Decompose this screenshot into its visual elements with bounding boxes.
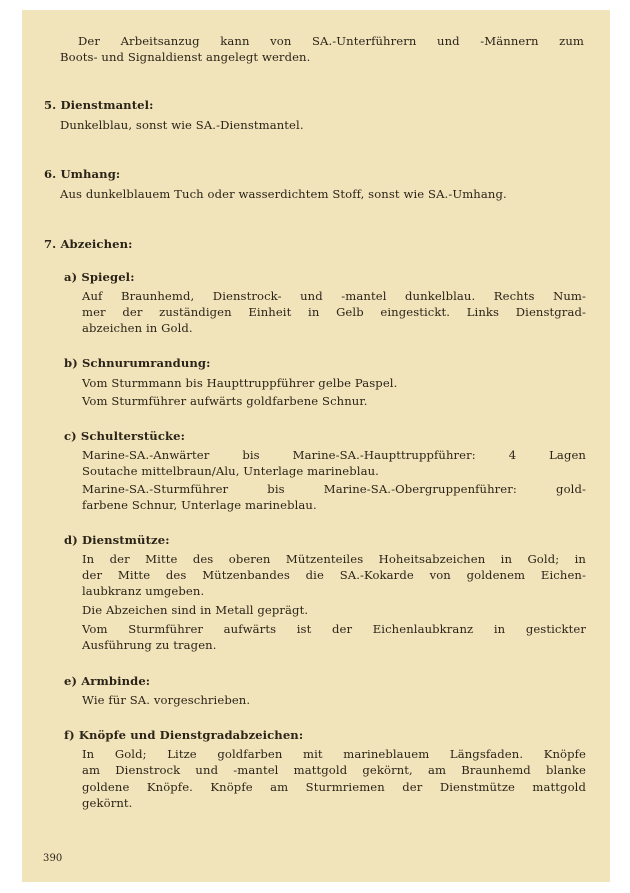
item-c-line-2: Soutache mittelbraun/Alu, Unterlage marineblau. <box>82 464 379 478</box>
item-b-line-1: Vom Sturmmann bis Haupttruppführer gelbe Paspel. <box>82 376 398 390</box>
section-7-heading <box>44 237 133 251</box>
item-d-line-5: Vom Sturmführer aufwärts ist der Eichenlaubkranz in gestickter <box>82 622 586 636</box>
document-page <box>22 10 610 882</box>
item-f-heading <box>64 728 303 742</box>
item-e-title: Armbinde: <box>81 674 151 688</box>
page-number: 390 <box>43 853 63 864</box>
item-f-line-1: In Gold; Litze goldfarben mit marineblauem Längsfaden. Knöpfe <box>82 747 586 761</box>
item-c-title: Schulterstücke: <box>80 429 185 443</box>
item-f-title: Knöpfe und Dienstgradabzeichen: <box>78 728 304 742</box>
item-b-line-2: Vom Sturmführer aufwärts goldfarbene Schnur. <box>82 394 368 408</box>
item-a-line-1: Auf Braunhemd, Dienstrock- und -mantel dunkelblau. Rechts Num- <box>82 289 586 303</box>
section-6-heading <box>44 167 120 181</box>
item-b-title: Schnurumrandung: <box>81 356 211 370</box>
item-d-title: Dienstmütze: <box>81 533 170 547</box>
section-5-text: Dunkelblau, sonst wie SA.-Dienstmantel. <box>60 118 304 132</box>
item-d-line-4: Die Abzeichen sind in Metall geprägt. <box>82 603 309 617</box>
item-a-letter: a) <box>64 270 78 284</box>
item-f-line-2: am Dienstrock und -mantel mattgold gekörnt, am Braunhemd blanke <box>82 763 586 777</box>
item-f-line-3: goldene Knöpfe. Knöpfe am Sturmriemen der Dienstmütze mattgold <box>82 780 586 794</box>
item-d-line-2: der Mitte des Mützenbandes die SA.-Kokarde von goldenem Eichen- <box>82 568 586 582</box>
section-5-title: Dienstmantel: <box>60 98 154 112</box>
item-b-letter: b) <box>64 356 78 370</box>
item-c-line-4: farbene Schnur, Unterlage marineblau. <box>82 498 317 512</box>
section-7-title: Abzeichen: <box>60 237 133 251</box>
item-a-title: Spiegel: <box>81 270 135 284</box>
item-d-heading <box>64 533 170 547</box>
item-d-letter: d) <box>64 533 78 547</box>
item-c-line-3: Marine-SA.-Sturmführer bis Marine-SA.-Obergruppenführer: gold- <box>82 482 586 496</box>
item-a-line-2: mer der zuständigen Einheit in Gelb eingestickt. Links Dienstgrad- <box>82 305 586 319</box>
item-d-line-3: laubkranz umgeben. <box>82 584 205 598</box>
item-b-heading <box>64 356 210 370</box>
section-5-heading <box>44 98 154 112</box>
section-6-number: 6. <box>44 167 57 181</box>
item-f-letter: f) <box>64 728 75 742</box>
section-6-title: Umhang: <box>60 167 121 181</box>
section-5-number: 5. <box>44 98 57 112</box>
item-e-heading <box>64 674 150 688</box>
intro-line-1: Der Arbeitsanzug kann von SA.-Unterführern und -Männern zum <box>78 34 584 48</box>
item-e-letter: e) <box>64 674 78 688</box>
item-c-heading <box>64 429 185 443</box>
item-a-line-3: abzeichen in Gold. <box>82 321 193 335</box>
item-c-line-1: Marine-SA.-Anwärter bis Marine-SA.-Haupttruppführer: 4 Lagen <box>82 448 586 462</box>
item-e-line-1: Wie für SA. vorgeschrieben. <box>82 693 251 707</box>
item-d-line-6: Ausführung zu tragen. <box>82 638 217 652</box>
item-f-line-4: gekörnt. <box>82 796 133 810</box>
section-7-number: 7. <box>44 237 57 251</box>
item-d-line-1: In der Mitte des oberen Mützenteiles Hoheitsabzeichen in Gold; in <box>82 552 586 566</box>
item-a-heading <box>64 270 135 284</box>
item-c-letter: c) <box>64 429 77 443</box>
section-6-text: Aus dunkelblauem Tuch oder wasserdichtem Stoff, sonst wie SA.-Umhang. <box>60 187 507 201</box>
intro-line-2: Boots- und Signaldienst angelegt werden. <box>60 50 311 64</box>
